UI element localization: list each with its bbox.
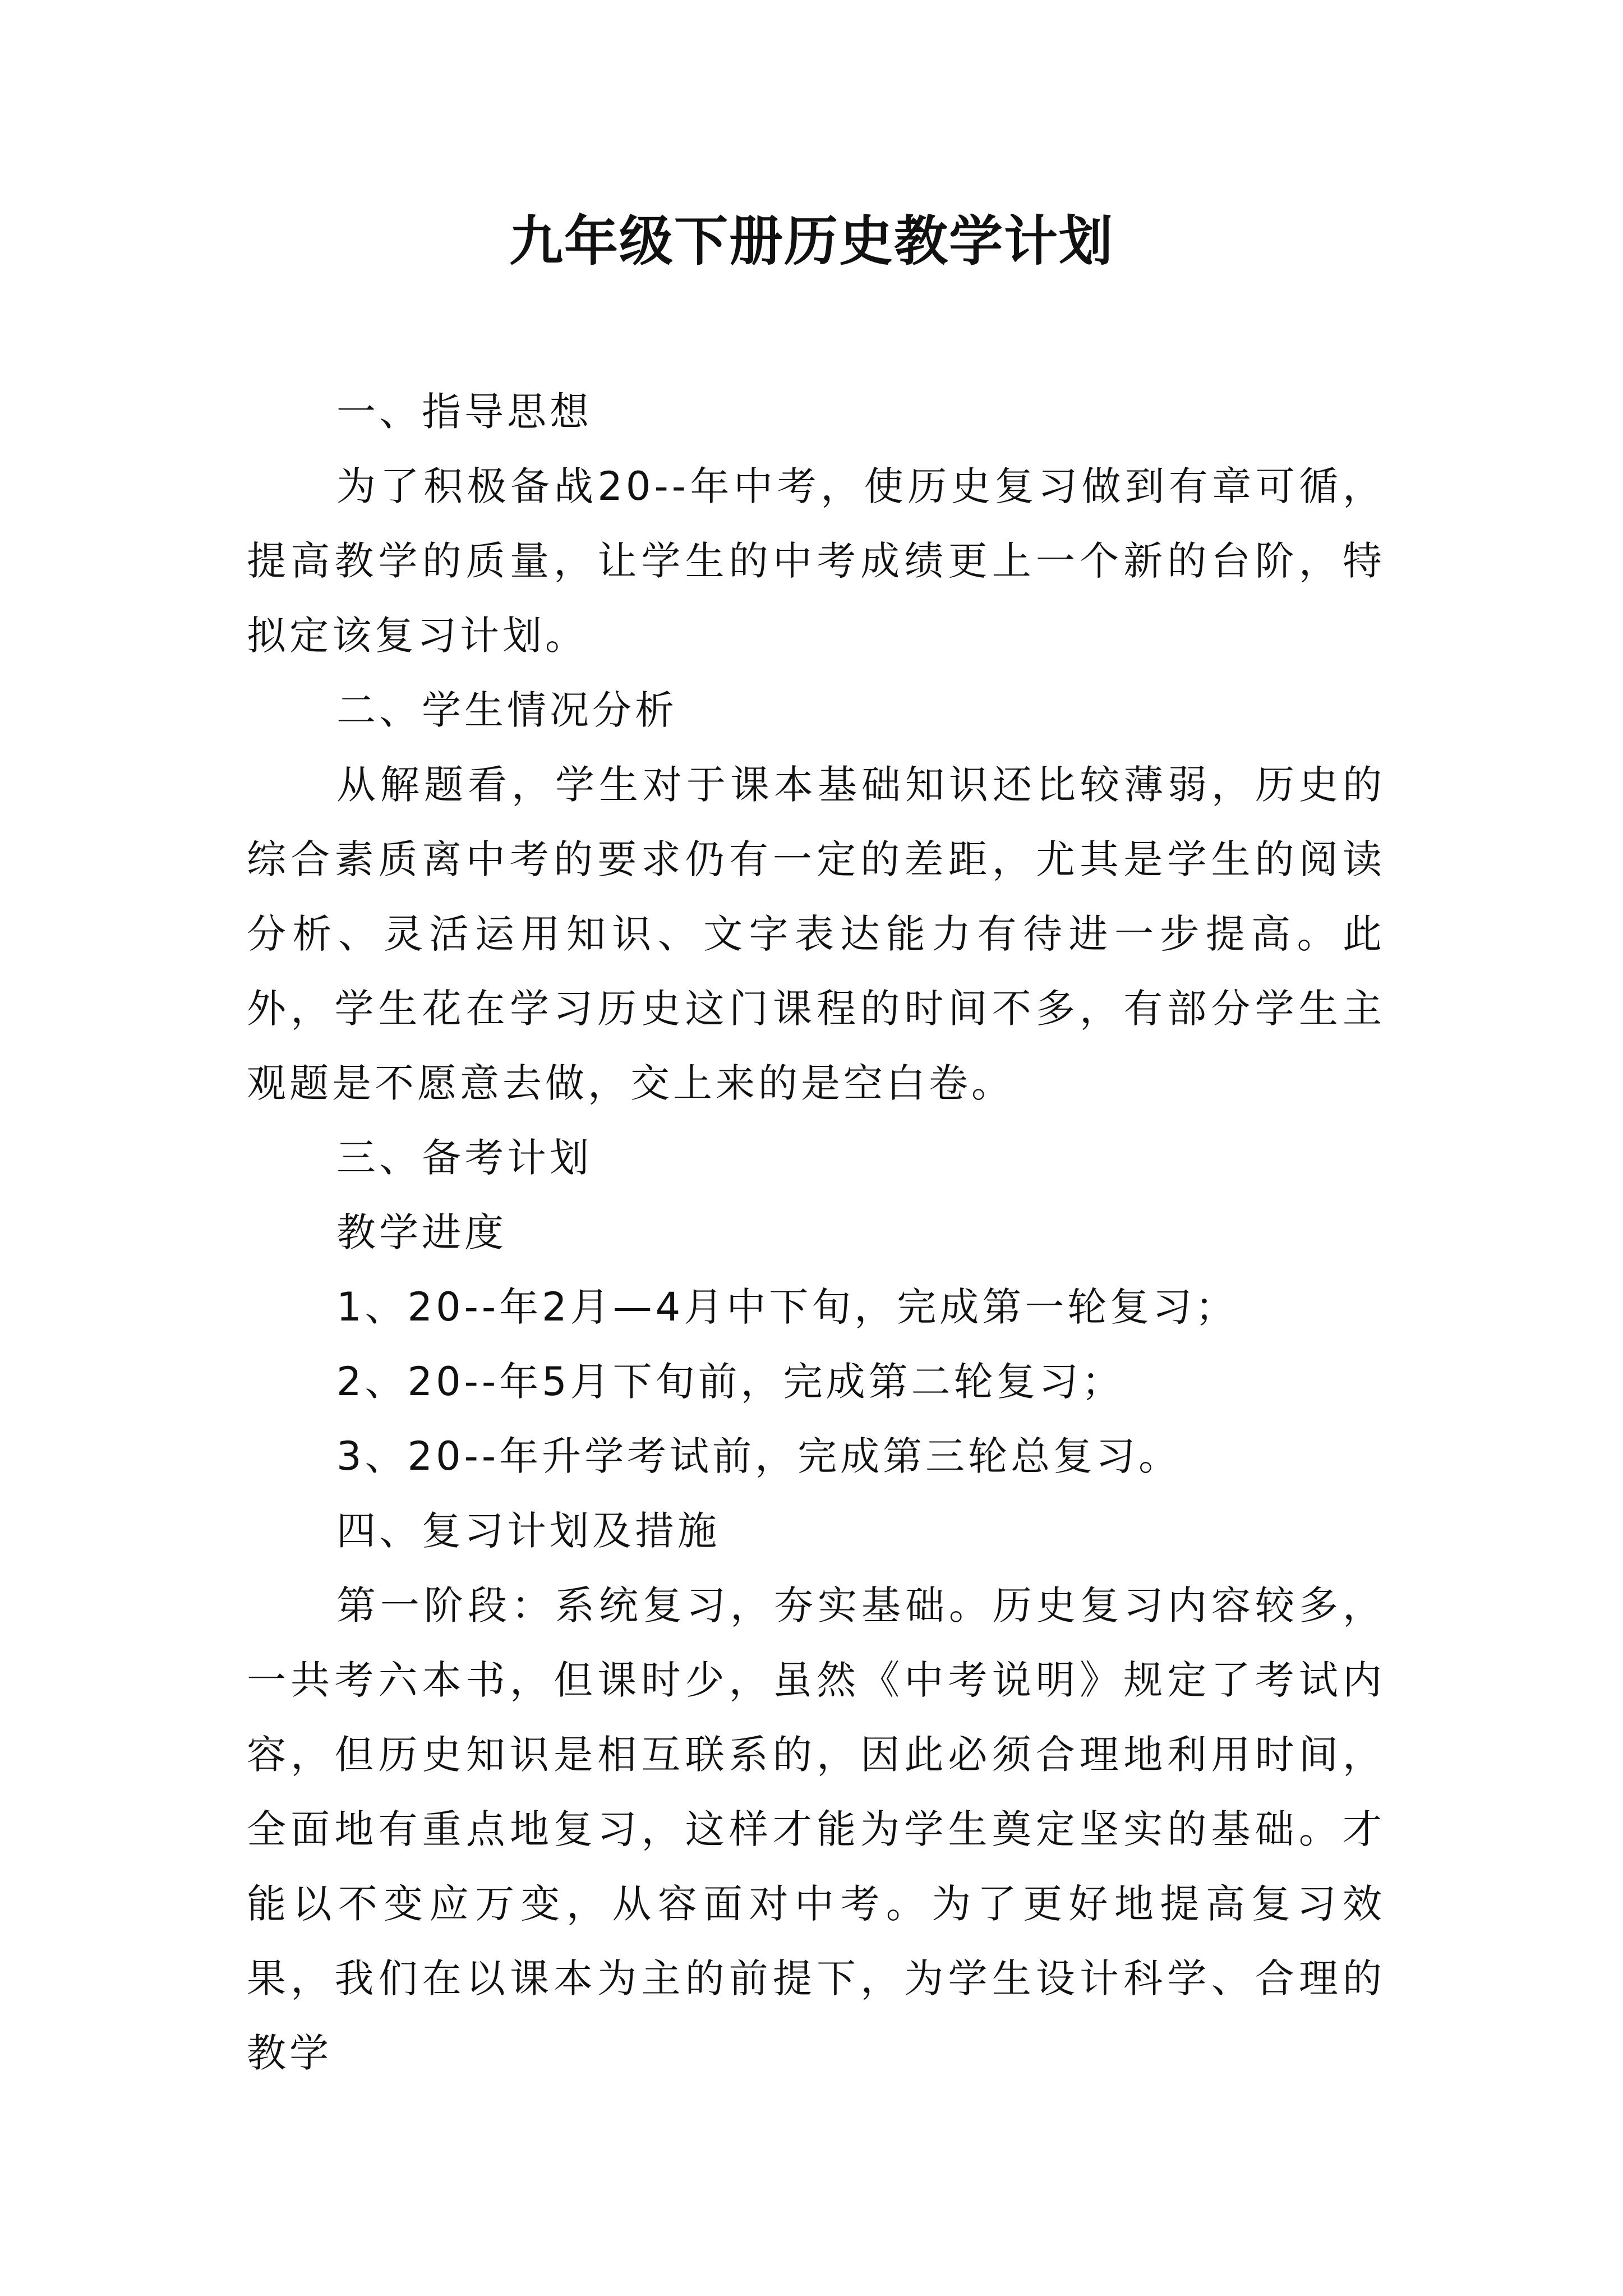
- progress-item-2: 2、20--年5月下旬前，完成第二轮复习；: [336, 1359, 1124, 1405]
- subheading-teaching-progress: 教学进度: [336, 1209, 507, 1255]
- section-heading-student-analysis: 二、学生情况分析: [336, 687, 677, 733]
- progress-item-3: 3、20--年升学考试前，完成第三轮总复习。: [336, 1433, 1182, 1479]
- paragraph-review-stage-one: 第一阶段：系统复习，夯实基础。历史复习内容较多，一共考六本书，但课时少，虽然《中考说明》规定了考试内容，但历史知识是相互联系的，因此必须合理地利用时间，全面地有重点地复习，这样才能为学生奠定坚实的基础。才能以不变应万变，从容面对中考。为了更好地提高复习效果，我们在以课本为主的前提下，为学生设计科学、合理的教学: [247, 1582, 1385, 2076]
- section-heading-review-plan: 四、复习计划及措施: [336, 1508, 720, 1554]
- document-title: 九年级下册历史教学计划: [509, 209, 1114, 273]
- section-heading-exam-plan: 三、备考计划: [336, 1135, 592, 1181]
- progress-item-1: 1、20--年2月—4月中下旬，完成第一轮复习；: [336, 1284, 1238, 1330]
- section-heading-guiding-ideology: 一、指导思想: [336, 389, 592, 435]
- paragraph-student-analysis: 从解题看，学生对于课本基础知识还比较薄弱，历史的综合素质离中考的要求仍有一定的差距，尤其是学生的阅读分析、灵活运用知识、文字表达能力有待进一步提高。此外，学生花在学习历史这门课程的时间不多，有部分学生主观题是不愿意去做，交上来的是空白卷。: [247, 762, 1385, 1106]
- paragraph-guiding-ideology: 为了积极备战20--年中考，使历史复习做到有章可循，提高教学的质量，让学生的中考成绩更上一个新的台阶，特拟定该复习计划。: [247, 463, 1385, 659]
- document-body: [247, 375, 1385, 2091]
